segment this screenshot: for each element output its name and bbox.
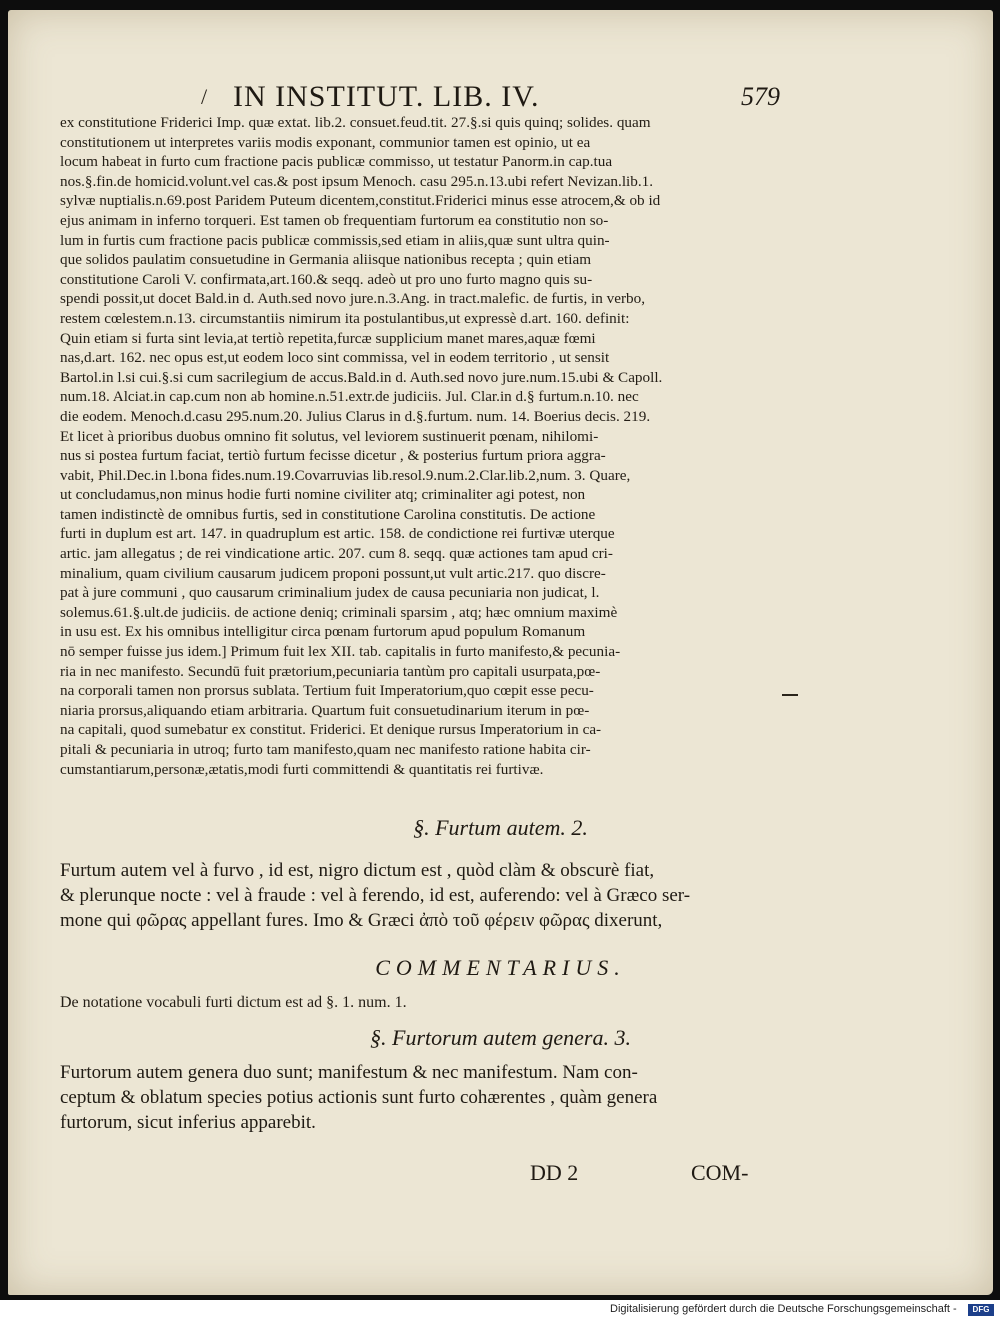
text-line: in usu est. Ex his omnibus intelligitur circa pœnam furtorum apud populum Romanum xyxy=(60,623,586,641)
running-title: IN INSTITUT. LIB. IV. xyxy=(233,80,540,113)
text-line: solemus.61.§.ult.de judiciis. de actione deniq; criminali sparsim , atq; hæc omnium maximè xyxy=(60,603,618,621)
text-line: niaria prorsus,aliquando etiam arbitraria. Quartum fuit consuetudinarium iterum in pœ- xyxy=(60,701,590,719)
text-line: sylvæ nuptialis.n.69.post Paridem Puteum dicentem,constitut.Friderici minus esse atrocem,& ob id xyxy=(60,192,661,210)
text-line: num.18. Alciat.in cap.cum non ab homine.n.51.extr.de judiciis. Jul. Clar.in d.§ furtum.n.10. nec xyxy=(60,388,639,406)
text-line: Furtorum autem genera duo sunt; manifestum & nec manifestum. Nam con- xyxy=(60,1062,638,1083)
text-line: artic. jam allegatus ; de rei vindicatione artic. 207. cum 8. seqq. quæ actiones tam apud cri- xyxy=(60,545,613,563)
text-line: spendi possit,ut docet Bald.in d. Auth.sed novo jure.n.3.Ang. in tract.malefic. de furtis, in verbo, xyxy=(60,290,646,308)
section-2-body xyxy=(60,858,780,933)
text-line: locum habeat in furto cum fractione pacis publicæ commisso, ut testatur Panorm.in cap.tua xyxy=(60,153,613,171)
text-line: vabit, Phil.Dec.in l.bona fides.num.19.Covarruvias lib.resol.9.num.2.Clar.lib.2,num. 3. Quare, xyxy=(60,466,631,484)
text-line: nus si postea furtum faciat, tertiò furtum fecisse dicetur , & posterius furtum priora aggra- xyxy=(60,447,606,465)
text-line: furti in duplum est art. 147. in quadruplum est artic. 158. de condictione rei furtivæ uterque xyxy=(60,525,615,543)
commentarius-title: COMMENTARIUS. xyxy=(375,955,626,980)
text-line: furtorum, sicut inferius apparebit. xyxy=(60,1112,316,1133)
text-line: nas,d.art. 162. nec opus est,ut eodem loco sint commissa, vel in eodem territorio , ut sensit xyxy=(60,349,610,367)
text-line: & plerunque nocte : vel à fraude : vel à ferendo, id est, auferendo: vel à Græco ser- xyxy=(60,885,691,906)
section-3-body xyxy=(60,1060,780,1135)
commentary-text-block xyxy=(60,113,778,779)
text-line: ejus animam in inferno torqueri. Est tamen ob frequentiam furtorum ea constitutio non so- xyxy=(60,211,609,229)
text-line: lum in furtis cum fractione pacis publicæ commissis,sed etiam in aliis,quæ sunt ultra quin- xyxy=(60,231,610,249)
section-heading-furtum-autem: §. Furtum autem. 2. xyxy=(413,815,588,840)
text-line: constitutione Caroli V. confirmata,art.160.& seqq. adeò ut pro uno furto magno quis su- xyxy=(60,270,593,288)
text-line: pitali & pecuniaria in utroq; furto tam manifesto,quam nec manifesto ratione habita cir- xyxy=(60,741,591,758)
text-line: Bartol.in l.si cui.§.si cum sacrilegium de accus.Bald.in d. Auth.sed novo jure.num.15.ubi & Capoll. xyxy=(60,368,663,386)
dfg-logo: DFG xyxy=(968,1304,994,1316)
text-line: constitutionem ut interpretes variis modis exponant, communior tamen est opinio, ut ea xyxy=(60,133,591,151)
commentarius-note: De notatione vocabuli furti dictum est ad §. 1. num. 1. xyxy=(60,994,407,1011)
text-line: Et licet à prioribus duobus omnino fit solutus, vel leviorem sustinuerit pœnam, nihilomi- xyxy=(60,427,599,445)
page-number: 579 xyxy=(741,82,780,111)
text-line: que solidos paulatim consuetudine in Germania aliisque nationibus recepta ; quin etiam xyxy=(60,251,592,269)
text-line: ut concludamus,non minus hodie furti nomine civiliter atq; criminaliter agi potest, non xyxy=(60,486,586,504)
text-line: cumstantiarum,personæ,ætatis,modi furti committendi & quantitatis rei furtivæ. xyxy=(60,760,544,778)
margin-mark xyxy=(782,694,798,696)
page-header xyxy=(8,80,993,116)
text-line: nō semper fuisse jus idem.] Primum fuit lex XII. tab. capitalis in furto manifesto,& pecunia- xyxy=(60,643,621,661)
header-mark: / xyxy=(201,84,208,109)
text-line: Furtum autem vel à furvo , id est, nigro dictum est , quòd clàm & obscurè fiat, xyxy=(60,860,655,881)
digitization-credit: Digitalisierung gefördert durch die Deutsche Forschungsgemeinschaft - xyxy=(610,1303,957,1315)
book-page xyxy=(8,10,993,1295)
text-line: ria in nec manifesto. Secundū fuit prætorium,pecuniaria tantùm pro capitali usurpata,pœ- xyxy=(60,662,601,680)
signature-mark: DD 2 xyxy=(530,1160,579,1185)
text-line: ex constitutione Friderici Imp. quæ extat. lib.2. consuet.feud.tit. 27.§.si quis quinq; solides. quam xyxy=(60,114,651,131)
text-line: na capitali, quod sumebatur ex constitut. Friderici. Et denique rursus Imperatorium in ca- xyxy=(60,721,602,739)
text-line: minalium, quam civilium causarum judicem proponi possunt,ut vult artic.217. quo discre- xyxy=(60,564,606,582)
text-line: nos.§.fin.de homicid.volunt.vel cas.& post ipsum Menoch. casu 295.n.13.ubi refert Nevizan.lib.1. xyxy=(60,172,654,190)
text-line: restem cœlestem.n.13. circumstantiis nimirum ita postulantibus,ut expressè d.art. 160. definit: xyxy=(60,309,630,327)
text-line: Quin etiam si furta sint levia,at tertiò repetita,furcæ supplicium manet mares,aquæ fœmi xyxy=(60,329,596,347)
catchword: COM- xyxy=(691,1160,749,1185)
text-line: die eodem. Menoch.d.casu 295.num.20. Julius Clarus in d.§.furtum. num. 14. Boerius decis. 219. xyxy=(60,407,651,425)
text-line: na corporali tamen non prorsus sublata. Tertium fuit Imperatorium,quo cœpit esse pecu- xyxy=(60,682,594,700)
text-line: tamen indistinctè de omnibus furtis, sed in constitutione Carolina constitutis. De actione xyxy=(60,505,596,523)
text-line: mone qui φῶρας appellant fures. Imo & Græci ἀπὸ τοῦ φέρειν φῶρας dixerunt, xyxy=(60,910,663,931)
section-heading-furtorum-genera: §. Furtorum autem genera. 3. xyxy=(370,1025,631,1050)
text-line: ceptum & oblatum species potius actionis sunt furto cohærentes , quàm genera xyxy=(60,1087,658,1108)
text-line: pat à jure communi , quo causarum criminalium judex de causa pecuniaria non judicat, l. xyxy=(60,584,600,602)
